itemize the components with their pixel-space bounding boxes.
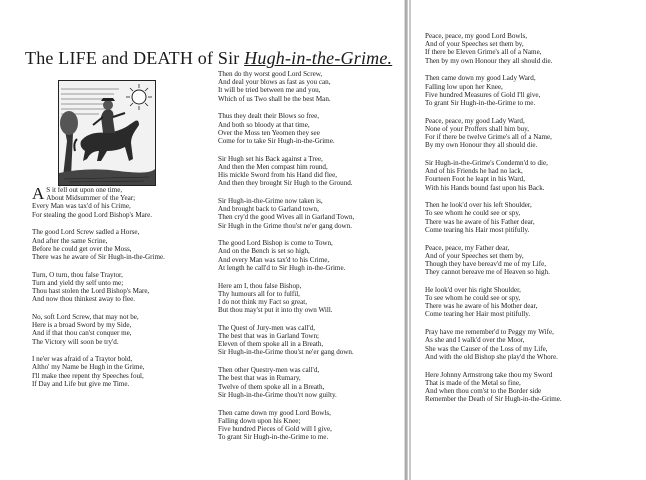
verse-line: Remember the Death of Sir Hugh-in-the-Grime. [425,395,562,404]
verse-line: Falling down upon his Knee; [218,416,301,425]
verse-line: It will be tried between me and you, [218,86,321,95]
stanza [218,197,354,230]
verse-line: Twelve of them spoke all in a Breath, [218,382,325,391]
stanza [32,313,165,346]
verse-line: And if that thou can'st conquer me, [32,329,132,338]
verse-line: The good Lord Screw sadled a Horse, [32,228,140,237]
verse-line: Pray have me remember'd to Peggy my Wife, [425,328,554,337]
verse-line: Sir Hugh set his Back against a Tree, [218,154,323,163]
verse-line: The best that was in Garland Town; [218,332,320,341]
verse-line: Thy humours all for to fulfil, [218,289,300,298]
title-main: The LIFE and DEATH of Sir [25,48,245,68]
verse-line: And after the same Scrine, [32,236,108,245]
verse-line: With his Hands bound fast upon his Back. [425,183,545,192]
verse-line: And when thou com'st to the Border side [425,386,542,395]
verse-line: The Victory will soon be try'd. [32,337,119,346]
verse-line: Peace, peace, my good Lord Bowls, [425,32,528,40]
verse-line: For stealing the good Lord Bishop's Mare. [32,210,153,219]
verse-line: There was he aware of Sir Hugh-in-the-Grime. [32,252,165,261]
verse-line: They cannot bereave me of Heaven so high. [425,268,550,277]
verse-line: Sir Hugh-in-the-Grime's Condemn'd to die, [425,158,548,167]
stanza [218,324,354,357]
verse-line: There was he aware of his Father dear, [425,217,535,226]
verse-line: Altho' my Name be Hugh in the Grime, [32,363,145,372]
column-left [32,186,165,398]
verse-line: And then they brought Sir Hugh to the Ground. [218,179,353,188]
title-name: Hugh-in-the-Grime. [244,48,393,68]
verse-line: Sir Hugh-in-the-Grime thou'st ne'er gang down. [218,348,354,357]
verse-line: Then other Questry-men was call'd, [218,366,320,375]
stanza [218,155,354,188]
page-gutter [409,0,411,480]
stanza [425,244,562,277]
verse-line: He look'd over his right Shoulder, [425,285,521,294]
verse-line: Five hundred Measures of Gold I'll give, [425,90,541,99]
column-right [425,32,562,413]
stanza [32,228,165,261]
verse-line: Peace, peace, my Father dear, [425,243,510,252]
verse-line: Before he could get over the Moss, [32,244,132,253]
stanza [425,286,562,319]
column-middle [218,70,354,451]
verse-line: Come for to take Sir Hugh-in-the-Grime. [218,136,335,145]
verse-line: Then do thy worst good Lord Screw, [218,70,323,78]
stanza [32,271,165,304]
verse-line: And both so bloody at that time, [218,120,310,129]
stanza [218,70,354,103]
verse-line: And deal your blows as fast as you can, [218,78,331,87]
verse-line: I'll make thee repent thy Speeches foul, [32,371,144,380]
verse-line: Then came down my good Lady Ward, [425,74,536,83]
verse-line: His mickle Sword from his Hand did flee, [218,171,337,180]
verse-line: Sir Hugh-in-the-Grime now taken is, [218,196,323,205]
verse-line: Every Man was tax'd of his Crime, [32,202,131,211]
verse-line: There was he aware of his Mother dear, [425,302,538,311]
verse-line: Then came down my good Lord Bowls, [218,408,331,417]
verse-line: As she and I walk'd over the Moor, [425,336,525,345]
stanza [425,74,562,107]
verse-line: Here is a broad Sword by my Side, [32,321,132,330]
verse-line: To grant Sir Hugh-in-the-Grime to me. [425,98,536,107]
page-spine [404,0,408,480]
stanza [218,409,354,442]
verse-line: I do not think my Fact so great, [218,297,308,306]
verse-line: And every Man was tax'd to his Crime, [218,255,330,264]
stanza [218,239,354,272]
verse-line: If Day and Life but give me Time. [32,379,130,388]
verse-line: Come tearing her Hair most pitifully. [425,310,531,319]
verse-line: And of your Speeches set them by, [425,40,524,49]
stanza [425,328,562,361]
stanza [425,371,562,404]
drop-cap: A [32,184,45,203]
verse-line: Turn and yield thy self unto me; [32,278,124,287]
woodcut-horseman-icon [58,80,156,186]
verse-line: Here am I, thou false Bishop, [218,281,302,290]
verse-line: No, soft Lord Screw, that may not be, [32,312,139,321]
verse-line: At length he call'd to Sir Hugh in-the-Grime. [218,263,346,272]
verse-line: None of your Proffers shall him buy, [425,124,530,133]
verse-line: And of his Friends he had no lack, [425,167,523,176]
verse-line: And of your Speeches set them by, [425,251,524,260]
verse-line: To grant Sir Hugh-in-the-Grime to me. [218,433,329,442]
stanza [425,32,562,65]
verse-line: And now thou thinkest away to flee. [32,295,136,304]
verse-line: Eleven of them spoke all in a Breath, [218,340,324,349]
verse-line: Turn, O turn, thou false Traytor, [32,270,123,279]
verse-line: The best that was in Rumary, [218,374,301,383]
verse-line: If there be Eleven Grime's all of a Name, [425,48,542,57]
verse-line: For if there be twelve Grime's all of a Name, [425,133,552,142]
stanza [218,282,354,315]
verse-line: Thou hast stolen the Lord Bishop's Mare, [32,287,150,296]
verse-line: About Midsummer of the Year; [46,194,136,203]
verse-line: Five hundred Pieces of Gold will I give, [218,424,332,433]
verse-line: That is made of the Metal so fine, [425,378,521,387]
stanza [425,159,562,192]
verse-line: She was the Causer of the Loss of my Life, [425,344,548,353]
verse-line: I ne'er was afraid of a Traytor bold, [32,355,133,364]
verse-line: Though they have bereav'd me of my Life, [425,259,547,268]
stanza [218,366,354,399]
verse-line: To see whom he could see or spy, [425,294,521,303]
verse-line: By my own Honour they all should die. [425,141,538,150]
verse-line: And brought back to Garland town, [218,205,319,214]
verse-line: Sir Hugh in the Grime thou'st ne'er gang down. [218,221,352,230]
verse-line: Falling low upon her Knee, [425,82,503,91]
stanza [32,355,165,388]
verse-line: Here Johnny Armstrong take thou my Sword [425,370,553,379]
verse-line: And on the Bench is set so high, [218,247,310,256]
verse-line: But thou may'st put it into thy own Will. [218,306,333,315]
verse-line: The Quest of Jury-men was call'd, [218,323,316,332]
verse-line: Which of us Two shall be the best Man. [218,94,331,103]
verse-line: Sir Hugh-in-the-Grime thou'rt now guilty. [218,390,337,399]
verse-line: To see whom he could see or spy, [425,209,521,218]
stanza [425,117,562,150]
verse-line: Thus they dealt their Blows so free, [218,112,320,121]
verse-line: Over the Moss ten Yeomen they see [218,128,320,137]
stanza [32,186,165,219]
verse-line: And with the old Bishop she play'd the Whore. [425,352,558,361]
verse-line: And then the Men compast him round, [218,162,328,171]
stanza [218,112,354,145]
stanza [425,201,562,234]
verse-line: Come tearing his Hair most pitifully. [425,225,530,234]
verse-line: Fourteen Foot he leapt in his Ward, [425,175,525,184]
verse-line: The good Lord Bishop is come to Town, [218,239,333,248]
verse-line: Then he look'd over his left Shoulder, [425,201,532,210]
verse-line: S it fell out upon one time, [46,186,123,194]
verse-line: Then by my own Honour they all should die. [425,56,553,65]
verse-line: Peace, peace, my good Lady Ward, [425,116,525,125]
verse-line: Then cry'd the good Wives all in Garland Town, [218,213,355,222]
